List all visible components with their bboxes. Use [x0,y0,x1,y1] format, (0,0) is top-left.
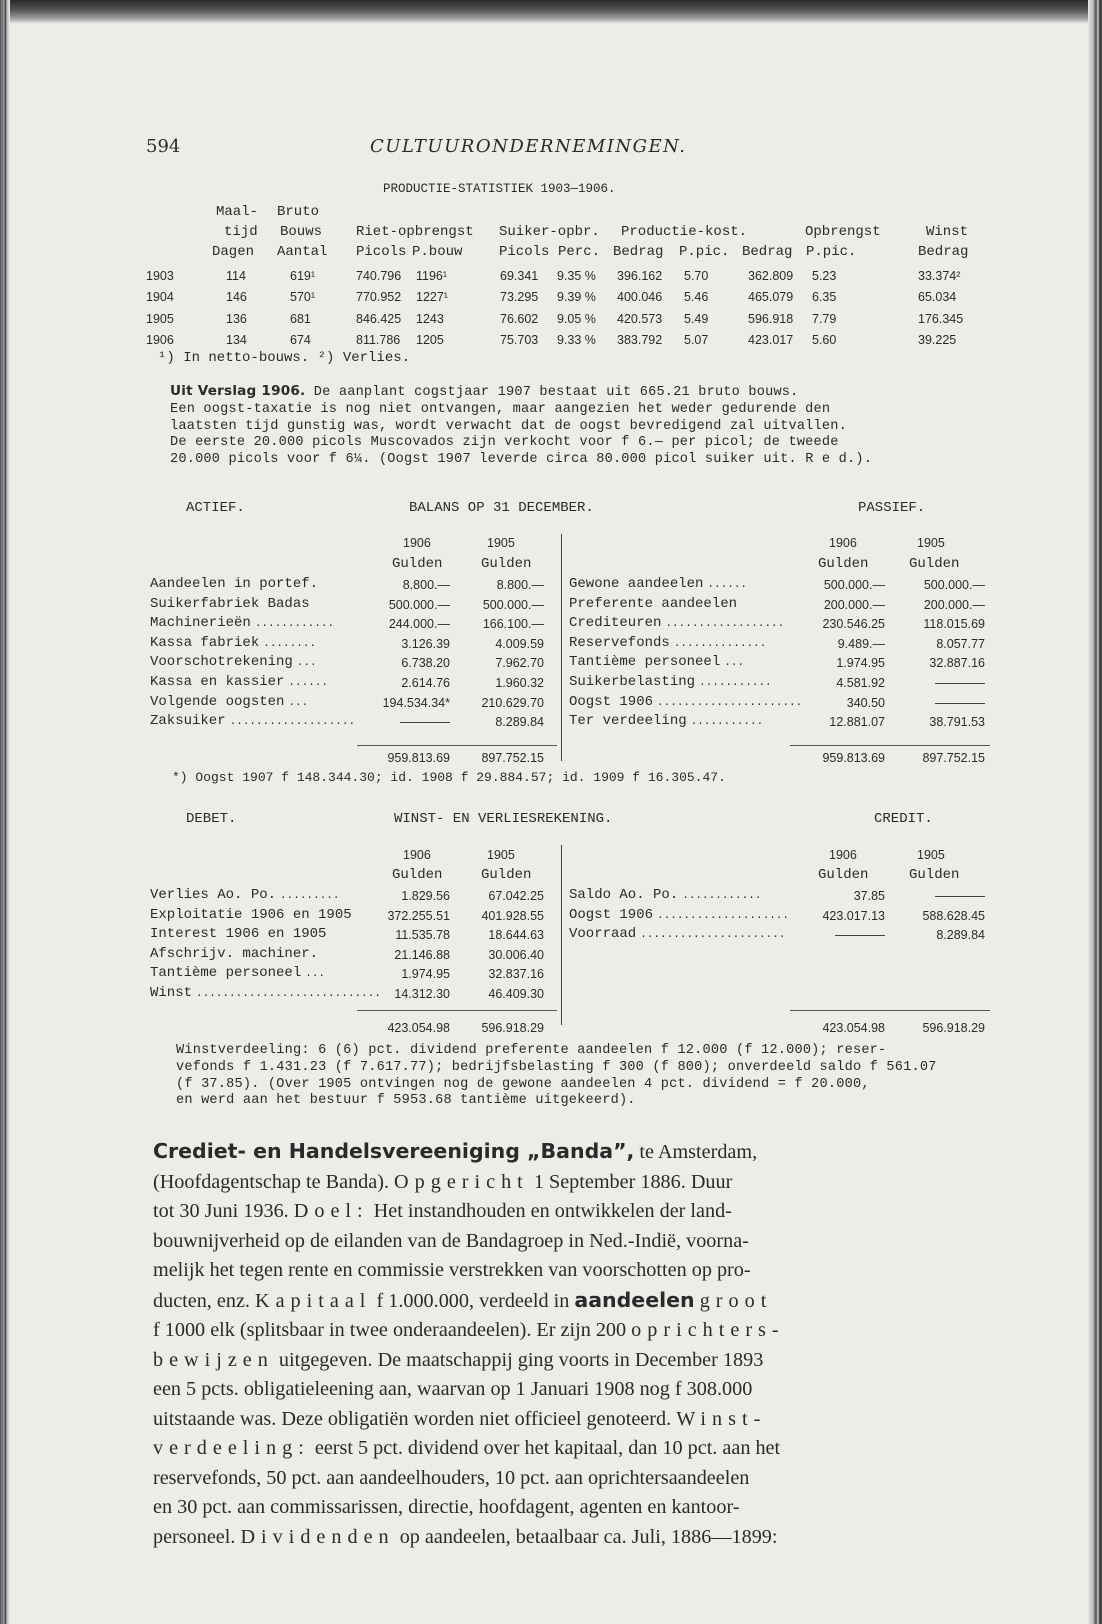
amount-current: 194.534.34* [382,695,450,710]
amount-previous: 200.000.— [923,597,985,612]
sub-ppic2: P.pic. [806,244,857,260]
amount-previous: 1.960.32 [495,676,544,690]
amount-current: 372.255.51 [387,908,450,923]
sub-bedrag3: Bedrag [918,244,969,260]
cell: 136 [226,312,247,326]
year-header: 1906 [403,848,431,862]
amount-current: 1.829.56 [401,889,450,903]
ledger-label [150,926,330,942]
amount-current: 500.000.— [823,578,885,592]
amount-previous: 210.629.70 [481,695,544,710]
unit-header: Gulden [909,556,960,572]
label-text: Kassa fabriek [150,634,260,651]
ledger-label [150,946,322,962]
credit-heading: CREDIT. [874,811,933,827]
amount-previous: 67.042.25 [488,889,544,903]
cell: 1205 [416,333,444,347]
unit-header: Gulden [392,867,443,883]
year-cell: 1906 [146,333,174,347]
cell: 5.49 [684,312,709,326]
text-line: bouwnijverheid op de eilanden van de Bandagroep in Ned.-Indië, voorna- [153,1229,749,1252]
sub-picols2: Picols [499,244,550,260]
spaced-term: Winst- [676,1407,767,1430]
text-run: uitstaande was. Deze obligatiën worden niet officieel genoteerd. [153,1407,677,1430]
ledger-label [569,926,785,942]
text-line: 20.000 picols voor f 6¼. (Oogst 1907 leverde circa 80.000 picol suiker uit. [170,452,797,468]
label-text: Reservefonds [569,634,670,651]
year-cell: 1903 [146,269,174,283]
unit-header: Gulden [481,556,532,572]
ledger-label [569,654,744,670]
verslag-lead: Uit Verslag 1906. [170,383,306,399]
head-riet: Riet-opbrengst [356,224,474,240]
amount-previous: 30.006.40 [488,947,544,962]
year-header: 1906 [403,536,431,550]
amount-current: 14.312.30 [394,987,450,1001]
red-signature: R e d.). [805,452,873,468]
wv-title: WINST- EN VERLIESREKENING. [394,811,613,827]
text-run: eerst 5 pct. dividend over het kapitaal, dan 10 pct. aan het [309,1437,781,1459]
amount-current: 8.800.— [402,578,450,592]
head-winst: Winst [926,224,969,240]
amount-current: 230.546.25 [822,617,885,632]
head-maal: Maal- [216,204,259,220]
amount-previous: 18.644.63 [488,928,544,943]
label-text: Ter verdeeling [569,713,687,730]
amount-current: 340.50 [846,695,885,710]
balans-footnote: *) Oogst 1907 f 148.344.30; id. 1908 f 29.884.57; id. 1909 f 16.305.47. [172,770,726,785]
text-run: f 1000 elk (splitsbaar in twee onderaandeelen). Er zijn 200 [153,1319,632,1341]
total-cell: 959.813.69 [822,751,885,765]
text-run: tot 30 Juni 1936. [153,1200,294,1222]
cell: 176.345 [918,312,964,326]
label-text: Volgende oogsten [150,693,285,710]
label-text: Afschrijv. machiner. [150,945,319,962]
head-bruto: Bruto [277,204,320,220]
text-run: (Hoofdagentschap te Banda). [153,1170,395,1193]
spaced-term: Doel: [293,1200,369,1222]
cell: 674 [290,333,311,347]
text-line: een 5 pcts. obligatieleening aan, waarvan op 1 Januari 1908 nog f 308.000 [153,1378,753,1400]
leader-dots: ............................ [196,988,381,1000]
cell: 9.05 % [557,312,596,326]
amount-previous: 500.000.— [923,578,985,592]
leader-dots: ........... [699,677,772,689]
total-rule [357,1010,557,1011]
amount-current: 12.881.07 [829,715,885,730]
label-text: Verlies Ao. Po. [150,887,277,903]
cell: 39.225 [918,333,957,347]
amount-previous: 500.000.— [482,597,544,612]
amount-previous: 588.628.45 [922,908,985,923]
column-divider [561,845,562,1025]
cell: 1227¹ [416,290,448,304]
cell: 69.341 [500,269,539,283]
amount-previous: ———— [935,676,985,690]
year-header: 1905 [487,848,515,862]
text-line: De eerste 20.000 picols Muscovados zijn verkocht voor f 6.— per picol; de tweede [170,435,839,451]
amount-previous: ———— [935,695,985,710]
text-line: en werd aan het bestuur f 5953.68 tantième uitgekeerd). [176,1093,636,1109]
total-cell: 596.918.29 [481,1021,544,1035]
amount-previous: 166.100.— [482,617,544,632]
amount-current: 37.85 [853,889,885,903]
leader-dots: ...................... [640,929,786,942]
year-header: 1906 [829,848,857,862]
total-rule [790,745,990,746]
amount-previous: 8.289.84 [495,715,544,730]
leader-dots: ...... [288,677,329,689]
label-text: Tantième personeel [569,654,721,671]
cell: 423.017 [748,333,794,347]
ledger-label [569,694,802,710]
cell: 5.46 [684,290,709,304]
amount-current: 3.126.39 [401,636,450,651]
column-divider [561,534,562,761]
cell: 5.70 [684,269,709,283]
cell: 465.079 [748,290,794,304]
text-line: vefonds f 1.431.23 (f 7.617.77); bedrijfsbelasting f 300 (f 800); onverdeeld saldo f 561.07 [176,1059,937,1075]
cell: 396.162 [617,269,663,283]
ledger-label [569,596,741,612]
ledger-label [150,694,308,710]
text-run: uitgegeven. De maatschappij ging voorts in December 1893 [273,1348,764,1371]
cell: 134 [226,333,247,347]
scan-top-edge [0,0,1102,24]
label-text: Voorschotrekening [150,654,293,671]
cell: 9.39 % [557,290,596,304]
text-line: laatsten tijd gunstig was, wordt verwacht dat de oogst bevredigend zal uitvallen. [170,418,847,434]
label-text: Kassa en kassier [150,674,285,690]
sub-ppic: P.pic. [679,244,730,260]
total-cell: 897.752.15 [922,751,985,765]
amount-current: 500.000.— [388,597,450,612]
label-text: Preferente aandeelen [569,595,738,612]
cell: 146 [226,290,247,304]
cell: 1196¹ [416,269,448,283]
cell: 76.602 [500,312,539,326]
leader-dots: ... [288,696,309,709]
spaced-term: verdeeling: [153,1437,310,1459]
spaced-term: Dividenden [240,1525,395,1548]
sub-bedrag2: Bedrag [742,244,793,260]
head-suiker: Suiker-opbr. [499,224,600,240]
ledger-label [569,635,766,651]
label-text: Suikerfabriek Badas [150,595,310,612]
label-text: Oogst 1906 [569,906,654,923]
label-text: Exploitatie 1906 en 1905 [150,906,352,923]
amount-current: 4.581.92 [836,676,885,690]
spaced-term: Opgericht [394,1170,529,1193]
cell: 362.809 [748,269,794,283]
text-line: De aanplant cogstjaar 1907 bestaat uit 665.21 bruto bouws. [313,385,799,400]
aandeelen-term: aandeelen [574,1287,695,1312]
amount-current: 244.000.— [388,617,450,632]
actief-heading: ACTIEF. [186,500,245,516]
unit-header: Gulden [392,556,443,572]
ledger-label [569,615,784,631]
amount-previous: 401.928.55 [481,908,544,923]
year-cell: 1904 [146,290,174,304]
cell: 5.60 [812,333,837,347]
sub-aantal: Aantal [277,244,328,260]
label-text: Winst [150,985,193,1001]
amount-previous: 32.887.16 [929,656,985,671]
cell: 420.573 [617,312,663,326]
label-text: Zaksuiker [150,713,226,730]
leader-dots: ...... [707,579,748,591]
scan-left-edge [0,0,10,1624]
production-note: ¹) In netto-bouws. ²) Verlies. [158,350,411,366]
amount-previous: 8.057.77 [936,636,985,651]
amount-current: 1.974.95 [401,967,450,982]
text-line: (f 37.85). (Over 1905 ontvingen nog de gewone aandeelen 4 pct. dividend = f 20.000, [176,1076,870,1092]
winstverdeeling-note [176,1043,991,1110]
head-kost: Productie-kost. [621,224,748,240]
ledger-label [569,713,763,729]
label-text: Tantième personeel [150,965,302,982]
year-header: 1905 [487,536,515,550]
text-run: ducten, enz. [153,1289,256,1312]
cell: 114 [226,269,246,283]
amount-previous: ———— [935,889,985,903]
label-text: Interest 1906 en 1905 [150,926,327,943]
amount-current: 9.489.— [837,636,885,651]
amount-previous: 118.015.69 [923,617,985,632]
ledger-label [569,907,789,923]
amount-current: 11.535.78 [395,928,450,943]
leader-dots: .................... [657,909,790,922]
amount-current: 200.000.— [823,597,885,612]
amount-current: 423.017.13 [822,908,885,923]
cell: 65.034 [918,290,957,304]
year-header: 1905 [917,848,945,862]
leader-dots: ......... [280,890,340,902]
spaced-term: groot [699,1289,773,1312]
ledger-label [150,615,334,631]
text-line: en 30 pct. aan commissarissen, directie, hoofdagent, agenten en kantoor- [153,1496,740,1518]
amount-previous: 7.962.70 [495,656,544,671]
page-number: 594 [146,136,181,157]
amount-previous: 8.800.— [496,578,544,592]
cell: 596.918 [748,312,794,326]
cell: 9.33 % [557,333,596,347]
spaced-term: Kapitaal [255,1289,372,1312]
cell: 33.374² [918,269,961,283]
ledger-label [150,887,339,903]
sub-pbouw: P.bouw [412,244,463,260]
sub-picols: Picols [356,244,407,260]
leader-dots: ............ [682,890,762,902]
head-tijd: tijd [224,224,258,240]
balans-title: BALANS OP 31 DECEMBER. [409,500,594,516]
label-text: Oogst 1906 [569,693,654,710]
leader-dots: .............. [673,637,767,650]
cell: 740.796 [356,269,402,283]
cell: 5.07 [684,333,709,347]
leader-dots: ............ [254,618,335,631]
cell: 7.79 [812,312,837,326]
label-text: Crediteuren [569,615,662,632]
leader-dots: ... [724,657,745,670]
total-cell: 596.918.29 [922,1021,985,1035]
amount-current: ———— [400,715,450,730]
text-run: te Amsterdam, [634,1141,758,1163]
sub-perc: Perc. [558,244,601,260]
text-run: f 1.000.000, verdeeld in [371,1289,575,1312]
amount-current: 6.738.20 [401,656,450,671]
cell: 6.35 [812,290,837,304]
total-cell: 423.054.98 [822,1021,885,1035]
sub-dagen: Dagen [212,244,255,260]
leader-dots: .................. [665,618,785,631]
year-cell: 1905 [146,312,174,326]
ledger-label [569,674,772,690]
unit-header: Gulden [818,867,869,883]
cell: 400.046 [617,290,663,304]
text-run: Het instandhouden en ontwikkelen der land- [368,1200,732,1222]
ledger-label [150,907,356,923]
sub-bedrag: Bedrag [613,244,664,260]
label-text: Machinerieën [150,615,251,632]
leader-dots: ................... [229,716,356,729]
cell: 846.425 [356,312,402,326]
cell: 1243 [416,312,444,326]
total-rule [357,745,557,746]
passief-heading: PASSIEF. [858,500,926,516]
amount-previous: 4.009.59 [495,636,544,651]
total-cell: 959.813.69 [387,751,450,765]
running-title: CULTUURONDERNEMINGEN. [370,136,687,157]
verslag-paragraph [170,383,990,469]
label-text: Suikerbelasting [569,674,696,690]
cell: 681 [290,312,311,326]
text-line: melijk het tegen rente en commissie verstrekken van voorschotten op pro- [153,1259,751,1281]
amount-previous: 46.409.30 [488,987,544,1001]
cell: 770.952 [356,290,402,304]
amount-current: 21.146.88 [394,947,450,962]
cell: 811.786 [356,333,401,347]
ledger-label [150,635,316,651]
banda-heading: Crediet- en Handelsvereeniging „Banda”, [153,1139,635,1163]
label-text: Voorraad [569,926,637,943]
ledger-label [150,596,314,612]
text-run: personeel. [153,1525,241,1548]
cell: 73.295 [500,290,539,304]
cell: 570¹ [290,290,316,304]
cell: 9.35 % [557,269,596,283]
ledger-label [150,576,322,592]
unit-header: Gulden [818,556,869,572]
banda-section [153,1137,985,1552]
year-header: 1905 [917,536,945,550]
ledger-label [150,965,325,981]
cell: 75.703 [500,333,539,347]
amount-previous: 8.289.84 [936,928,985,943]
amount-current: ———— [835,928,885,943]
leader-dots: ... [305,968,326,981]
amount-previous: 38.791.53 [929,715,985,730]
cell: 619¹ [290,269,316,283]
amount-current: 1.974.95 [836,656,885,671]
total-cell: 897.752.15 [481,751,544,765]
ledger-label [150,985,381,1001]
label-text: Aandeelen in portef. [150,576,319,592]
label-text: Gewone aandeelen [569,576,704,592]
leader-dots: ... [296,657,317,670]
label-text: Saldo Ao. Po. [569,887,679,903]
ledger-label [569,887,761,903]
text-line: Winstverdeeling: 6 (6) pct. dividend preferente aandeelen f 12.000 (f 12.000); reser- [176,1043,887,1058]
text-run: 1 September 1886. Duur [528,1170,733,1193]
text-line: reservefonds, 50 pct. aan aandeelhouders, 10 pct. aan oprichtersaandeelen [153,1466,750,1489]
ledger-label [150,674,328,690]
ledger-label [150,713,355,729]
head-opbr: Opbrengst [805,224,881,240]
unit-header: Gulden [481,867,532,883]
total-rule [790,1010,990,1011]
production-title: PRODUCTIE-STATISTIEK 1903—1906. [383,182,616,196]
amount-current: 2.614.76 [401,676,450,690]
ledger-label [569,576,747,592]
unit-header: Gulden [909,867,960,883]
text-line: Een oogst-taxatie is nog niet ontvangen, maar aangezien het weder gedurende den [170,401,831,417]
leader-dots: ........... [690,716,764,729]
leader-dots: ........ [263,637,317,650]
year-header: 1906 [829,536,857,550]
leader-dots: ...................... [657,696,803,709]
cell: 5.23 [812,269,837,283]
scan-right-edge [1088,0,1102,1624]
cell: 383.792 [617,333,663,347]
spaced-term: bewijzen [153,1348,274,1371]
debet-heading: DEBET. [186,811,237,827]
head-bouws: Bouws [280,224,323,240]
ledger-label [150,654,317,670]
amount-previous: 32.837.16 [488,967,544,982]
spaced-term: oprichters- [631,1319,785,1341]
text-run: op aandeelen, betaalbaar ca. Juli, 1886—1899: [394,1525,778,1548]
total-cell: 423.054.98 [387,1021,450,1035]
